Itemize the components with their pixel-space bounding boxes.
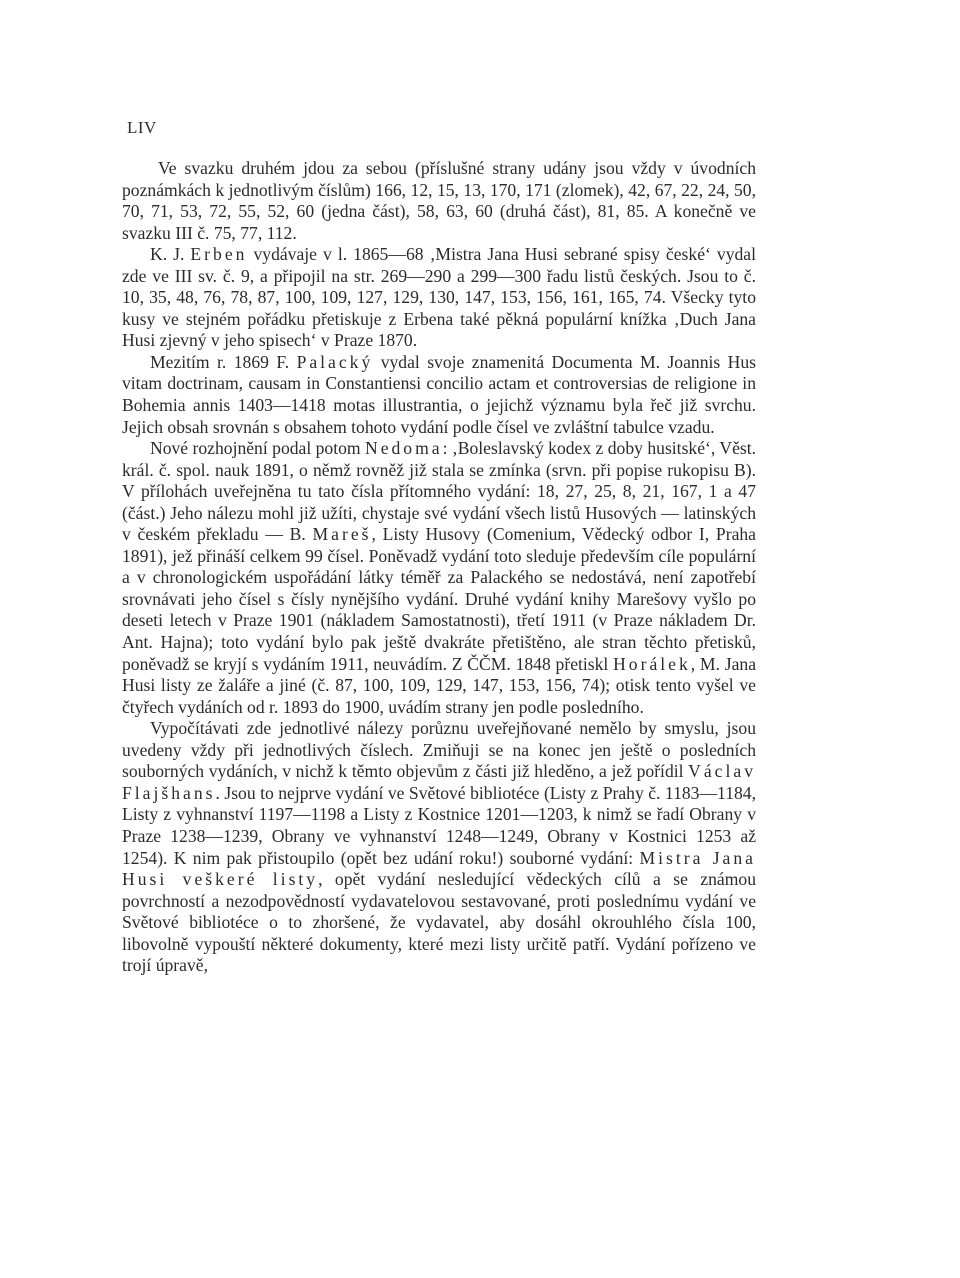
spaced-name: Palacký	[296, 351, 374, 372]
text-run: Vypočítávati zde jednotlivé nálezy porůznu uveřejňované nemělo by smyslu, jsou uvedeny vždy při jednotlivých číslech. Zmiňuji se na konec jen ještě o posledních souborných vydáních, v nichž k těmto objevům z části již hleděno, a jež pořídil	[122, 718, 756, 782]
body-text	[122, 158, 756, 977]
paragraph	[122, 718, 756, 977]
paragraph	[122, 244, 756, 352]
spaced-name: Erben	[190, 244, 248, 265]
paragraph	[122, 438, 756, 718]
text-run: : ‚Boleslavský kodex z doby husitské‘, Věst. král. č. spol. nauk 1891, o němž rovněž již stala se zmínka (srvn. při popise rukopisu B). V přílohách uveřejněna tu tato čísla přítomného vydání: 18, 27, 25, 8, 21, 167, 1 a 47 (část.) Jeho nálezu mohl již užíti, chystaje své vydání všech listů Husových — latinských v českém překladu — B.	[122, 438, 757, 545]
spaced-name: Horálek	[613, 653, 691, 674]
text-run: Mezitím r. 1869 F.	[150, 351, 297, 372]
text-run: . Jsou to nejprve vydání ve Světové bibliotéce (Listy z Prahy č. 1183—1184, Listy z vyhnanství 1197—1198 a Listy z Kostnice 1201—1203, k nimž se řadí Obrany v Praze 1238—1239, Obrany ve vyhnanství 1248—1249, Obrany v Kostnici 1253 až 1254). K nim pak přistoupilo (opět bez udání roku!) souborné vydání:	[122, 782, 756, 868]
paragraph	[122, 158, 756, 244]
spaced-name: Nedoma	[365, 438, 443, 459]
text-run: K. J.	[150, 244, 191, 265]
text-run: , Listy Husovy (Comenium, Vědecký odbor I, Praha 1891), jež přináší celkem 99 čísel. Poněvadž vydání toto sleduje především cíle populární a v chronologickém uspořádání látky téměř za Palackého se nedostává, není zapotřebí srovnávati jeho čísel s čísly nynějšího vydání. Druhé vydání knihy Marešovy vyšlo po deseti letech v Praze 1901 (nákladem Samostatnosti), třetí 1911 (v Praze nákladem Dr. Ant. Hajna); toto vydání bylo pak ještě dvakráte přetištěno, ale stran těchto přetisků, poněvadž se kryjí s vydáním 1911, neuvádím. Z ČČM. 1848 přetiskl	[122, 524, 756, 674]
page-number: LIV	[127, 118, 157, 137]
spaced-name: Václav Flajšhans	[122, 761, 756, 803]
spaced-name: Mareš	[312, 524, 372, 545]
text-run: Nové rozhojnění podal potom	[150, 438, 365, 459]
text-run: , M. Jana Husi listy ze žaláře a jiné (č. 87, 100, 109, 129, 147, 153, 156, 74); otisk tento vyšel ve čtyřech vydáních od r. 1893 do 1900, uvádím strany jen podle posledního.	[122, 653, 757, 717]
spaced-name: Mistra Jana Husi veškeré listy	[122, 847, 756, 890]
paragraph	[122, 352, 756, 438]
text-run: vydávaje v l. 1865—68 ‚Mistra Jana Husi sebrané spisy české‘ vydal zde ve III sv. č. 9, a připojil na str. 269—290 a 299—300 řadu listů českých. Jsou to č. 10, 35, 48, 76, 78, 87, 100, 109, 127, 129, 130, 147, 153, 156, 161, 165, 74. Všecky tyto kusy ve stejném pořádku přetiskuje z Erbena také pěkná populární knížka ‚Duch Jana Husi zjevný v jeho spisech‘ v Praze 1870.	[122, 244, 756, 351]
text-run: vydal svoje znamenitá Documenta M. Joannis Hus vitam doctrinam, causam in Constantiensi concilio actam et controversias de religione in Bohemia annis 1403—1418 motas illustrantia, o jejichž významu byla řeč již svrchu. Jejich obsah srovnán s obsahem tohoto vydání podle čísel ve zvláštní tabulce vzadu.	[122, 351, 757, 437]
text-run: Ve svazku druhém jdou za sebou (příslušné strany udány jsou vždy v úvodních poznámkách k jednotlivým číslům) 166, 12, 15, 13, 170, 171 (zlomek), 42, 67, 22, 24, 50, 70, 71, 53, 72, 55, 52, 60 (jedna část), 58, 63, 60 (druhá část), 81, 85. A konečně ve svazku III č. 75, 77, 112.	[122, 158, 756, 243]
text-run: , opět vydání nesledující vědeckých cílů a se známou povrchností a nezodpovědností vydavatelovou sestavované, proti poslednímu vydání ve Světové bibliotéce o to zhoršené, že vydavatel, aby dosáhl okrouhlého čísla 100, libovolně vypouští některé dokumenty, které mezi listy určitě patří. Vydání pořízeno ve trojí úpravě,	[122, 869, 756, 976]
